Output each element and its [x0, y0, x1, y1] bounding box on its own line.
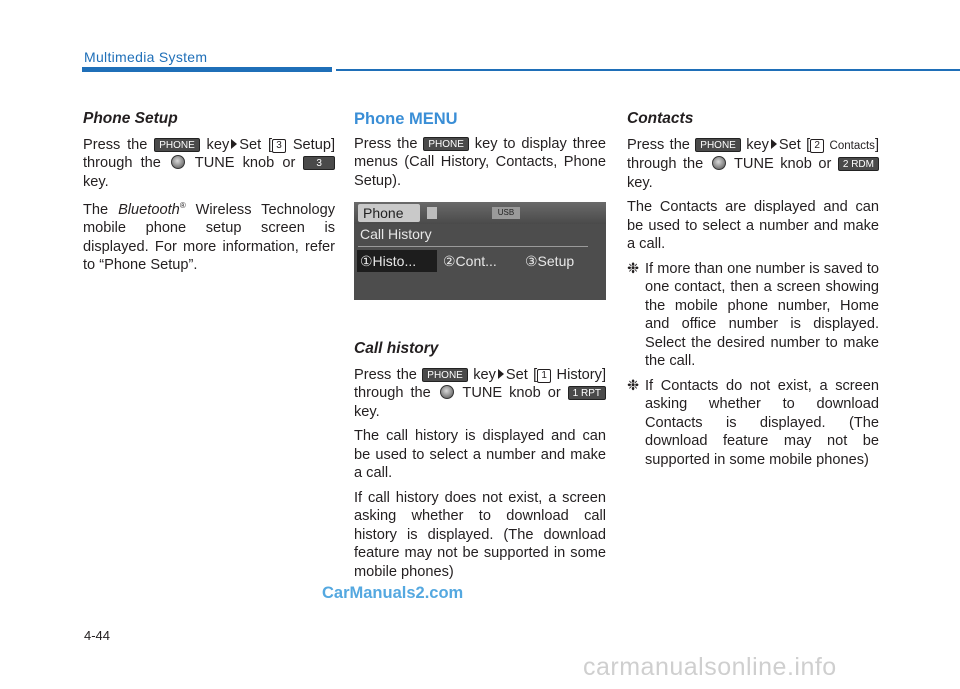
- list-item: [627, 377, 879, 470]
- page-number: 4-44: [84, 628, 111, 643]
- bullet-text: If Contacts do not exist, a screen asking whether to download Contacts is displayed. (The download feature may not be supported in some mobile phones): [645, 377, 879, 468]
- text: Press the: [354, 366, 417, 383]
- text: Wireless Technology mobile phone setup screen is displayed. For more information, refer to “Phone Setup”.: [83, 201, 335, 274]
- heading-phone-setup: Phone Setup: [83, 110, 178, 127]
- phone-key-icon: PHONE: [422, 368, 468, 382]
- footer-watermark: carmanualsonline.info: [583, 653, 837, 681]
- text: Press the: [627, 136, 690, 153]
- heading-phone-menu: Phone MENU: [354, 110, 458, 128]
- watermark-link[interactable]: CarManuals2.com: [322, 584, 464, 602]
- bullet-icon: ❉: [627, 377, 640, 394]
- bullet-text: If more than one number is saved to one contact, then a screen showing the mobile phone number, Home and office number is displayed. Select the desired number to make the call.: [645, 260, 879, 369]
- screen-divider: [358, 246, 588, 247]
- text: key: [206, 136, 230, 153]
- text: Setup] through the: [83, 136, 336, 171]
- text: Set [: [778, 136, 811, 153]
- text: TUNE knob or: [734, 156, 832, 172]
- paragraph-call-history-download: If call history does not exist, a screen asking whether to download call history is displayed. (The download feature may not be supported in some mobile phones): [354, 489, 606, 580]
- registered-mark: ®: [179, 201, 186, 210]
- text: ] through the: [627, 136, 879, 172]
- list-item: [627, 260, 879, 371]
- column-phone-menu: [354, 110, 606, 587]
- text: key: [746, 136, 769, 153]
- paragraph-contacts-desc: The Contacts are displayed and can be used to select a number and make a call.: [627, 199, 879, 252]
- bluetooth-text: Bluetooth: [118, 201, 180, 218]
- paragraph-call-history-steps: [354, 366, 606, 422]
- arrow-right-icon: [231, 139, 237, 149]
- phone-key-icon: PHONE: [695, 138, 741, 152]
- phone-key-icon: PHONE: [154, 138, 200, 152]
- text: History] through the: [354, 366, 607, 401]
- number-3-icon: 3: [272, 139, 286, 153]
- section-title: Multimedia System: [84, 49, 208, 65]
- tune-knob-icon: [712, 156, 726, 170]
- text: TUNE knob or: [462, 385, 561, 401]
- key-1-rpt-icon: 1 RPT: [568, 386, 606, 400]
- screen-option-contacts: ②Cont...: [443, 253, 497, 269]
- text: TUNE knob or: [194, 155, 296, 171]
- arrow-right-icon: [771, 139, 777, 149]
- header-rule-thin: [336, 69, 960, 71]
- text: Press the: [83, 136, 148, 153]
- header-rule-thick: [82, 67, 332, 72]
- arrow-right-icon: [498, 369, 504, 379]
- column-contacts: [627, 110, 879, 475]
- number-2-icon: 2: [810, 139, 824, 153]
- text: The: [83, 201, 109, 218]
- paragraph-phone-menu: [354, 135, 606, 191]
- column-phone-setup: [83, 110, 335, 281]
- text: key to display three menus (Call History, Contacts, Phone Setup).: [354, 135, 606, 189]
- text: key.: [354, 403, 380, 420]
- text: key.: [627, 174, 653, 191]
- tune-knob-icon: [440, 385, 454, 399]
- paragraph-call-history-desc: The call history is displayed and can be used to select a number and make a call.: [354, 428, 606, 481]
- screen-title: Phone: [358, 204, 420, 222]
- heading-contacts: Contacts: [627, 110, 694, 127]
- text: key: [473, 366, 496, 383]
- screen-option-setup: ③Setup: [525, 253, 575, 269]
- key-3-icon: 3: [303, 156, 335, 170]
- screen-option-history: ①Histo...: [357, 250, 437, 272]
- number-1-icon: 1: [537, 369, 551, 383]
- text: Contacts: [829, 139, 875, 152]
- paragraph-phone-setup-steps: [83, 136, 335, 192]
- paragraph-contacts-steps: [627, 136, 879, 193]
- bullet-icon: ❉: [627, 260, 640, 277]
- tune-knob-icon: [171, 155, 185, 169]
- phone-screen-image: [354, 202, 606, 300]
- screen-subtitle: Call History: [360, 226, 432, 242]
- text: Set [: [239, 136, 273, 153]
- text: Press the: [354, 135, 418, 152]
- text: key.: [83, 173, 109, 190]
- key-2-rdm-icon: 2 RDM: [838, 157, 879, 171]
- phone-key-icon: PHONE: [423, 137, 469, 151]
- heading-call-history: Call history: [354, 340, 439, 357]
- text: Set [: [505, 366, 538, 383]
- usb-icon: USB: [492, 207, 520, 219]
- paragraph-bluetooth-info: [83, 197, 335, 275]
- bluetooth-icon: [427, 207, 437, 219]
